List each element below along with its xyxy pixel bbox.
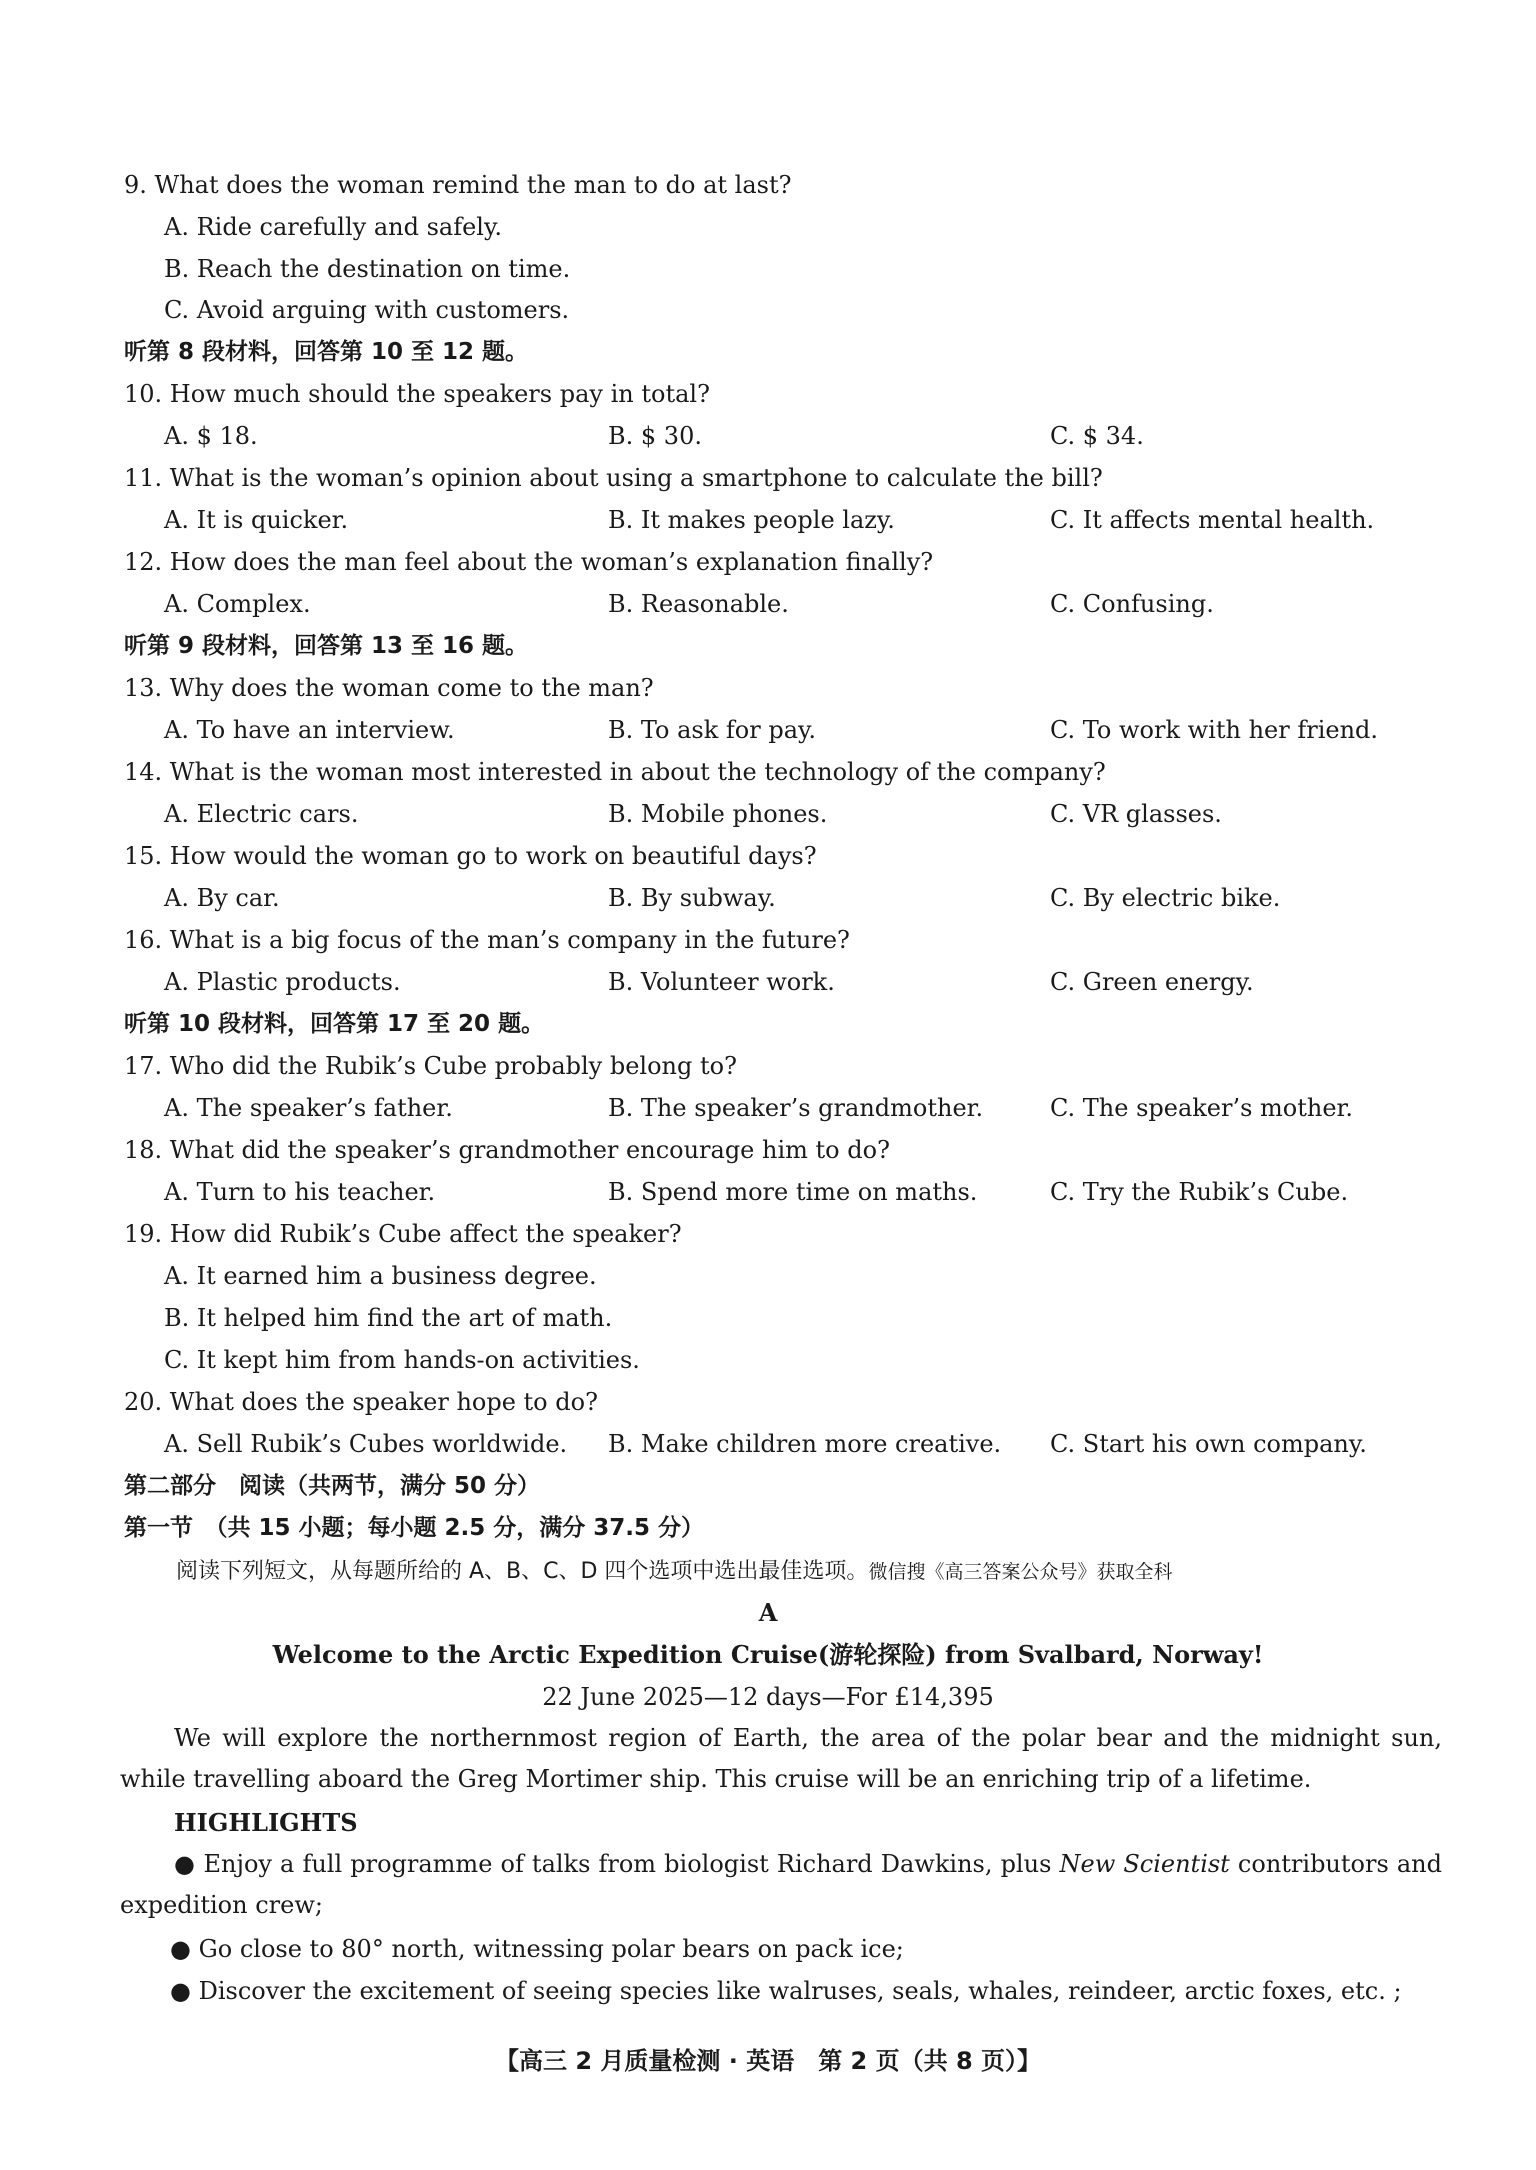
instructions-text: 阅读下列短文，从每题所给的 A、B、C、D 四个选项中选出最佳选项。	[176, 1559, 869, 1584]
bullet-1-italic: New Scientist	[1059, 1850, 1230, 1878]
option-9c: C. Avoid arguing with customers.	[164, 296, 570, 324]
question-12: 12. How does the man feel about the woman’s explanation finally?	[124, 548, 934, 576]
option-15c: C. By electric bike.	[1050, 884, 1281, 912]
section-1-heading: 第一节 （共 15 小题；每小题 2.5 分，满分 37.5 分）	[124, 1515, 705, 1541]
option-16a: A. Plastic products.	[164, 968, 401, 996]
section-9-heading: 听第 9 段材料，回答第 13 至 16 题。	[124, 633, 529, 659]
section-10-heading: 听第 10 段材料，回答第 17 至 20 题。	[124, 1011, 545, 1037]
option-14a: A. Electric cars.	[164, 800, 359, 828]
bullet-icon: ●	[170, 1977, 191, 2005]
question-20: 20. What does the speaker hope to do?	[124, 1388, 598, 1416]
option-11a: A. It is quicker.	[164, 506, 349, 534]
option-9b: B. Reach the destination on time.	[164, 255, 571, 283]
option-11b: B. It makes people lazy.	[608, 506, 895, 534]
question-13: 13. Why does the woman come to the man?	[124, 674, 654, 702]
question-16: 16. What is a big focus of the man’s company in the future?	[124, 926, 850, 954]
option-13b: B. To ask for pay.	[608, 716, 817, 744]
section-8-heading: 听第 8 段材料，回答第 10 至 12 题。	[124, 339, 529, 365]
passage-subtitle: 22 June 2025—12 days—For £14,395	[542, 1683, 994, 1711]
options-12	[0, 587, 1536, 621]
question-11: 11. What is the woman’s opinion about using a smartphone to calculate the bill?	[124, 464, 1103, 492]
option-12c: C. Confusing.	[1050, 590, 1214, 618]
question-19: 19. How did Rubik’s Cube affect the speaker?	[124, 1220, 682, 1248]
options-10	[0, 419, 1536, 453]
option-19c: C. It kept him from hands-on activities.	[164, 1346, 640, 1374]
option-20c: C. Start his own company.	[1050, 1430, 1367, 1458]
option-10b: B. $ 30.	[608, 422, 702, 450]
question-9: 9. What does the woman remind the man to do at last?	[124, 171, 792, 199]
option-11c: C. It affects mental health.	[1050, 506, 1375, 534]
passage-title: Welcome to the Arctic Expedition Cruise(游轮探险) from Svalbard, Norway!	[272, 1640, 1264, 1669]
option-12b: B. Reasonable.	[608, 590, 789, 618]
reading-instructions	[176, 1553, 1172, 1589]
option-13a: A. To have an interview.	[164, 716, 455, 744]
options-14	[0, 797, 1536, 831]
options-11	[0, 503, 1536, 537]
option-17a: A. The speaker’s father.	[164, 1094, 453, 1122]
option-9a: A. Ride carefully and safely.	[164, 213, 502, 241]
option-18b: B. Spend more time on maths.	[608, 1178, 978, 1206]
part-2-heading: 第二部分 阅读（共两节，满分 50 分）	[124, 1473, 541, 1499]
bullet-1-text: Enjoy a full programme of talks from biologist Richard Dawkins, plus	[203, 1850, 1060, 1878]
options-20	[0, 1427, 1536, 1461]
option-14b: B. Mobile phones.	[608, 800, 828, 828]
highlight-bullet-2	[170, 1932, 904, 1966]
options-18	[0, 1175, 1536, 1209]
option-18a: A. Turn to his teacher.	[164, 1178, 436, 1206]
options-16	[0, 965, 1536, 999]
option-15a: A. By car.	[164, 884, 280, 912]
option-17b: B. The speaker’s grandmother.	[608, 1094, 984, 1122]
option-19b: B. It helped him find the art of math.	[164, 1304, 613, 1332]
question-10: 10. How much should the speakers pay in total?	[124, 380, 710, 408]
passage-letter: A	[758, 1598, 778, 1627]
question-18: 18. What did the speaker’s grandmother encourage him to do?	[124, 1136, 890, 1164]
option-12a: A. Complex.	[164, 590, 311, 618]
option-17c: C. The speaker’s mother.	[1050, 1094, 1354, 1122]
bullet-2-text: Go close to 80° north, witnessing polar bears on pack ice;	[198, 1935, 904, 1963]
question-15: 15. How would the woman go to work on beautiful days?	[124, 842, 817, 870]
highlights-heading: HIGHLIGHTS	[174, 1808, 358, 1837]
highlight-bullet-3	[170, 1974, 1402, 2008]
option-10a: A. $ 18.	[164, 422, 258, 450]
highlight-bullet-1	[120, 1844, 1442, 1926]
question-17: 17. Who did the Rubik’s Cube probably belong to?	[124, 1052, 737, 1080]
page-footer: 【高三 2 月质量检测 · 英语 第 2 页（共 8 页）】	[494, 2047, 1042, 2075]
options-15	[0, 881, 1536, 915]
question-14: 14. What is the woman most interested in about the technology of the company?	[124, 758, 1106, 786]
option-20b: B. Make children more creative.	[608, 1430, 1002, 1458]
option-19a: A. It earned him a business degree.	[164, 1262, 597, 1290]
option-13c: C. To work with her friend.	[1050, 716, 1379, 744]
option-16b: B. Volunteer work.	[608, 968, 835, 996]
bullet-3-text: Discover the excitement of seeing species like walruses, seals, whales, reindeer, arctic foxes, etc. ;	[198, 1977, 1402, 2005]
options-13	[0, 713, 1536, 747]
option-15b: B. By subway.	[608, 884, 776, 912]
instructions-note: 微信搜《高三答案公众号》获取全科	[868, 1561, 1173, 1583]
bullet-icon: ●	[170, 1935, 191, 1963]
bullet-icon: ●	[174, 1850, 196, 1878]
option-20a: A. Sell Rubik’s Cubes worldwide.	[164, 1430, 568, 1458]
option-14c: C. VR glasses.	[1050, 800, 1222, 828]
options-17	[0, 1091, 1536, 1125]
option-16c: C. Green energy.	[1050, 968, 1254, 996]
bullet-1-text-end: contributors and expedition crew;	[120, 1850, 1442, 1919]
option-18c: C. Try the Rubik’s Cube.	[1050, 1178, 1349, 1206]
passage-paragraph-1: We will explore the northernmost region of Earth, the area of the polar bear and the midnight sun, while travelling aboard the Greg Mortimer ship. This cruise will be an enriching trip of a lifetime.	[120, 1724, 1442, 1793]
option-10c: C. $ 34.	[1050, 422, 1144, 450]
